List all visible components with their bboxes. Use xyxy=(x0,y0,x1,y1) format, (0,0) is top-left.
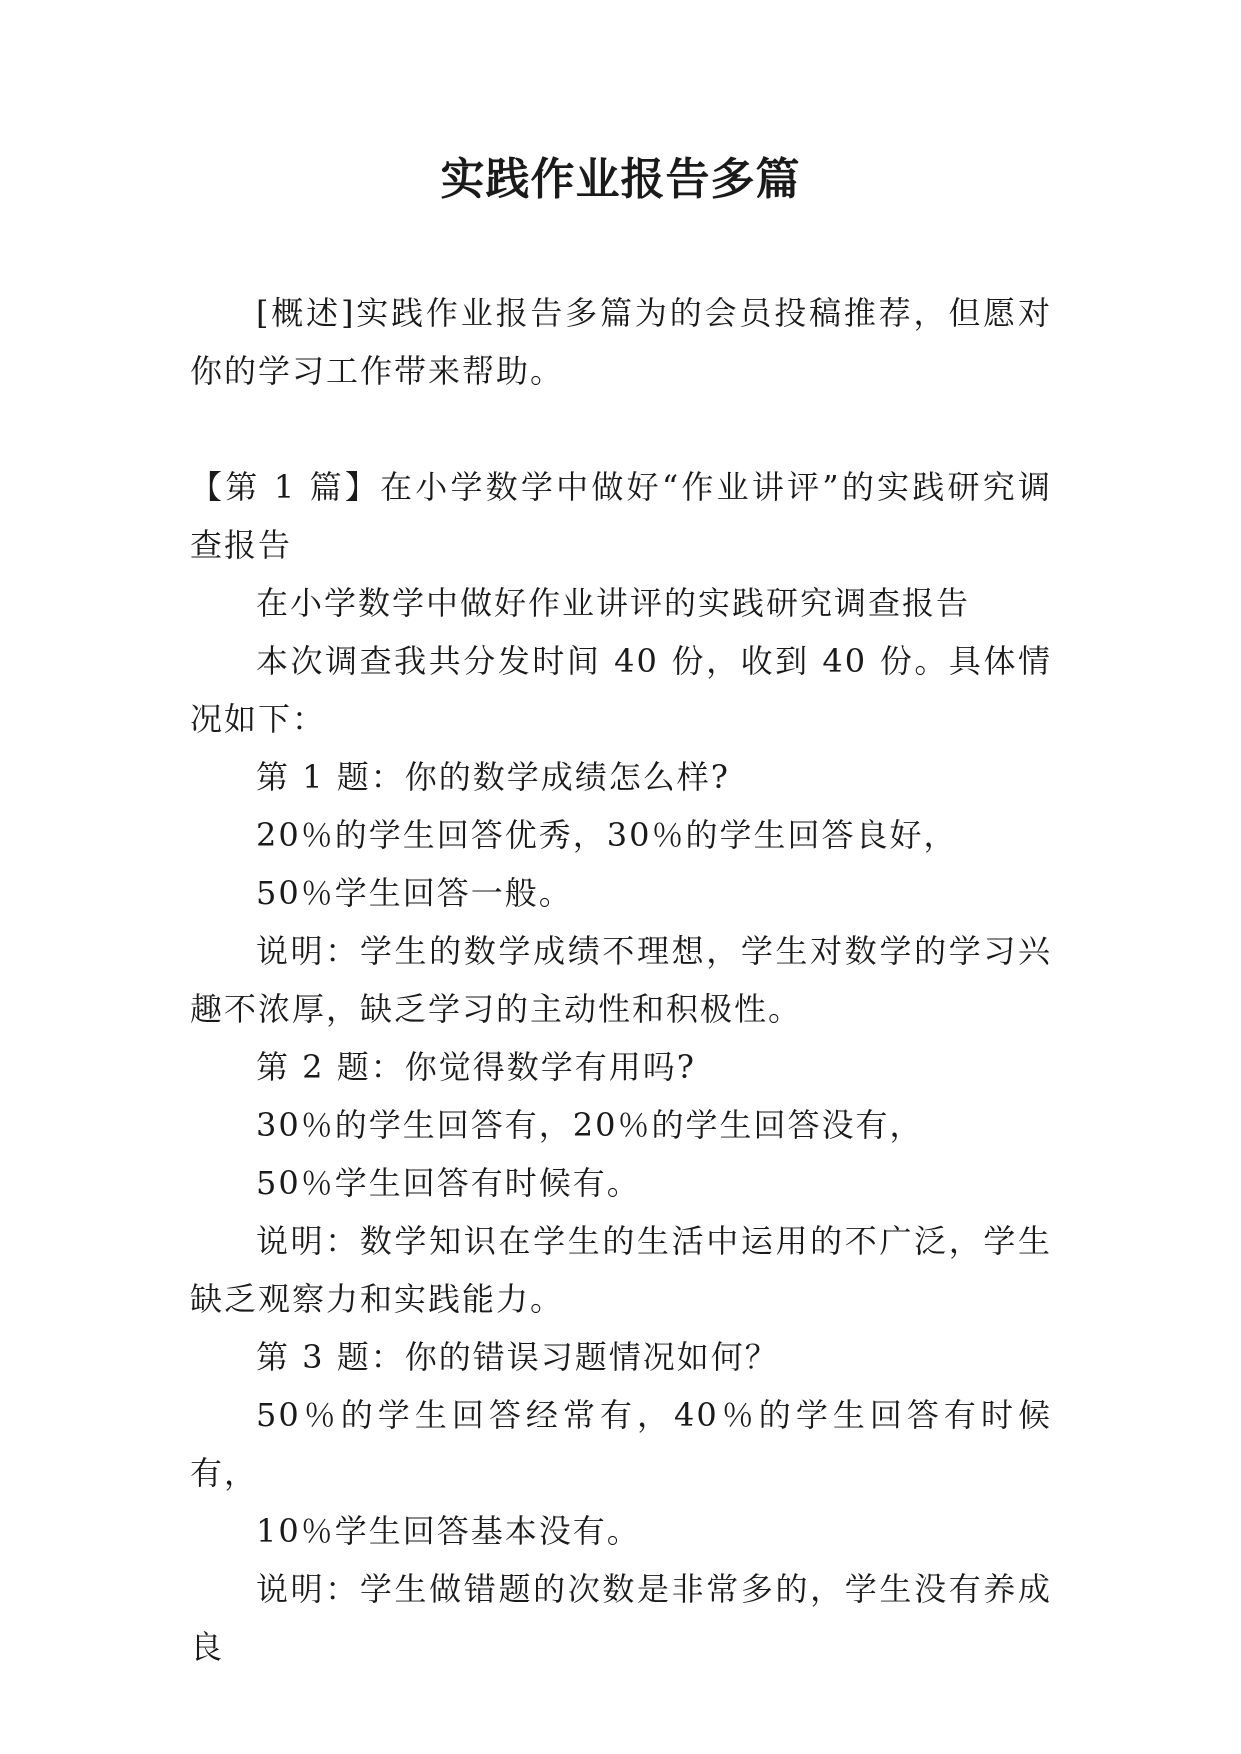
question-1: 第 1 题：你的数学成绩怎么样? xyxy=(256,758,730,796)
document-body xyxy=(190,284,1052,1676)
question-2-answer-line-2: 50％学生回答有时候有。 xyxy=(256,1164,641,1202)
question-2-note: 说明：数学知识在学生的生活中运用的不广泛，学生缺乏观察力和实践能力。 xyxy=(190,1222,1052,1318)
question-3: 第 3 题：你的错误习题情况如何？ xyxy=(256,1338,779,1376)
question-3-note: 说明：学生做错题的次数是非常多的，学生没有养成良 xyxy=(190,1570,1052,1666)
section-heading: 【第 1 篇】在小学数学中做好“作业讲评”的实践研究调查报告 xyxy=(190,468,1052,564)
question-3-answer-line-1: 50％的学生回答经常有，40％的学生回答有时候有， xyxy=(190,1396,1052,1492)
question-3-answer-line-2: 10％学生回答基本没有。 xyxy=(256,1512,641,1550)
summary-paragraph: [概述]实践作业报告多篇为的会员投稿推荐，但愿对你的学习工作带来帮助。 xyxy=(190,294,1052,390)
question-2-answer-line-1: 30％的学生回答有，20％的学生回答没有， xyxy=(256,1106,924,1144)
section-subtitle: 在小学数学中做好作业讲评的实践研究调查报告 xyxy=(256,584,971,622)
survey-intro: 本次调查我共分发时间 40 份，收到 40 份。具体情况如下： xyxy=(190,642,1052,738)
document-title: 实践作业报告多篇 xyxy=(440,154,801,205)
question-1-answer-line-1: 20％的学生回答优秀，30％的学生回答良好， xyxy=(256,816,958,854)
question-1-note: 说明：学生的数学成绩不理想，学生对数学的学习兴趣不浓厚，缺乏学习的主动性和积极性。 xyxy=(190,932,1052,1028)
question-1-answer-line-2: 50％学生回答一般。 xyxy=(256,874,573,912)
question-2: 第 2 题：你觉得数学有用吗? xyxy=(256,1048,696,1086)
